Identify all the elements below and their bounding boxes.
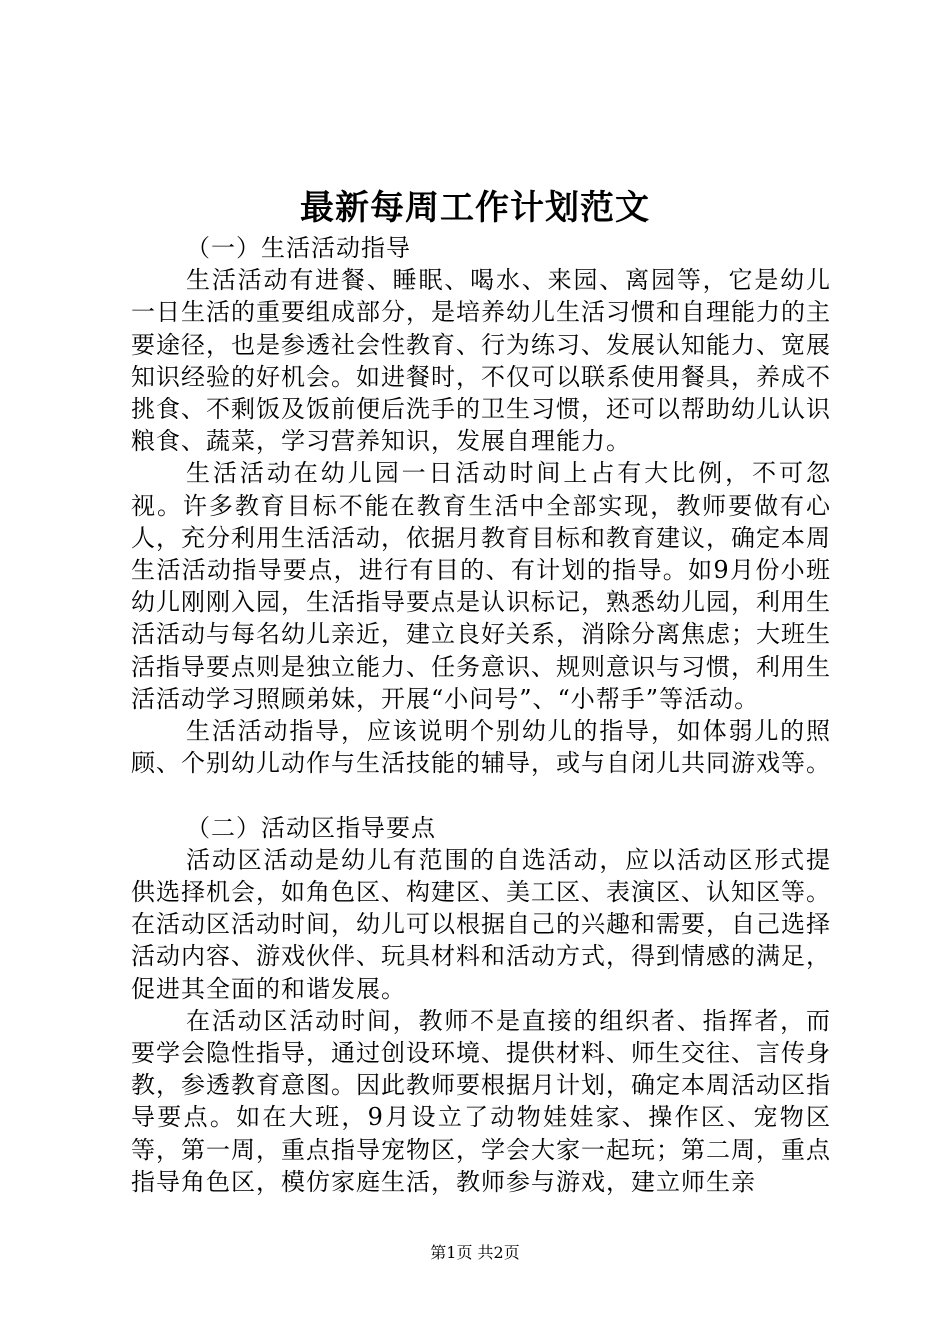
- page-footer: 第1页 共2页: [430, 1243, 520, 1262]
- section-spacer: [131, 779, 831, 811]
- section-heading: （二）活动区指导要点: [186, 813, 436, 842]
- paragraph: 生活活动有进餐、睡眠、喝水、来园、离园等，它是幼儿一日生活的重要组成部分，是培养幼儿生活习惯和自理能力的主要途径，也是参透社会性教育、行为练习、发展认知能力、宽展知识经验的好机会。如进餐时，不仅可以联系使用餐具，养成不挑食、不剩饭及饭前便后洗手的卫生习惯，还可以帮助幼儿认识粮食、蔬菜，学习营养知识，发展自理能力。: [131, 266, 831, 456]
- paragraph: 活动区活动是幼儿有范围的自选活动，应以活动区形式提供选择机会，如角色区、构建区、美工区、表演区、认知区等。在活动区活动时间，幼儿可以根据自己的兴趣和需要，自己选择活动内容、游戏伙伴、玩具材料和活动方式，得到情感的满足，促进其全面的和谐发展。: [131, 845, 831, 1003]
- document-title: 最新每周工作计划范文: [300, 188, 650, 228]
- document-body: [131, 232, 831, 1198]
- section-life-activity: [131, 232, 831, 779]
- paragraph: 生活活动在幼儿园一日活动时间上占有大比例，不可忽视。许多教育目标不能在教育生活中全部实现，教师要做有心人，充分利用生活活动，依据月教育目标和教育建议，确定本周生活活动指导要点，进行有目的、有计划的指导。如9月份小班幼儿刚刚入园，生活指导要点是认识标记，熟悉幼儿园，利用生活活动与每名幼儿亲近，建立良好关系，消除分离焦虑；大班生活指导要点则是独立能力、任务意识、规则意识与习惯，利用生活活动学习照顾弟妹，开展“小问号”、“小帮手”等活动。: [131, 459, 831, 713]
- paragraph: 在活动区活动时间，教师不是直接的组织者、指挥者，而要学会隐性指导，通过创设环境、提供材料、师生交往、言传身教，参透教育意图。因此教师要根据月计划，确定本周活动区指导要点。如在大班，9月设立了动物娃娃家、操作区、宠物区等，第一周，重点指导宠物区，学会大家一起玩；第二周，重点指导角色区，模仿家庭生活，教师参与游戏，建立师生亲: [131, 1006, 831, 1196]
- section-activity-area: [131, 812, 831, 1198]
- paragraph: 生活活动指导，应该说明个别幼儿的指导，如体弱儿的照顾、个别幼儿动作与生活技能的辅导，或与自闭儿共同游戏等。: [131, 717, 831, 778]
- section-heading: （一）生活活动指导: [186, 234, 411, 262]
